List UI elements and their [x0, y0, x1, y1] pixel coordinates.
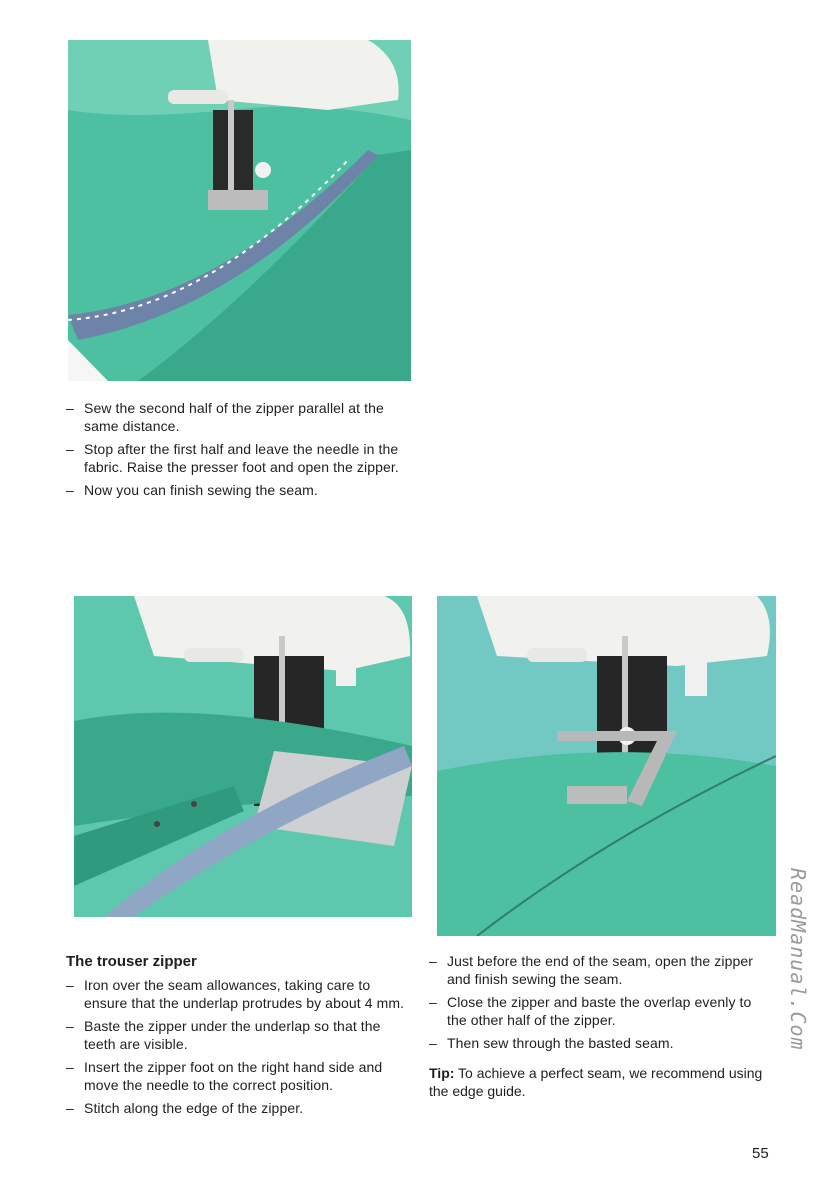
top-steps-list	[66, 400, 411, 506]
right-steps-list	[429, 953, 764, 1059]
list-item: – Close the zipper and baste the overlap evenly to the other half of the zipper.	[429, 994, 764, 1029]
tip-paragraph	[429, 1065, 764, 1100]
page-number: 55	[752, 1145, 769, 1162]
list-item: – Baste the zipper under the underlap so that the teeth are visible.	[66, 1018, 411, 1053]
photo-edge-guide-seam	[437, 596, 776, 936]
photo-trouser-zipper	[74, 596, 412, 917]
trouser-steps-list	[66, 977, 411, 1124]
list-item: – Stop after the first half and leave the needle in the fabric. Raise the presser foot and open the zipper.	[66, 441, 411, 476]
list-item: – Now you can finish sewing the seam.	[66, 482, 411, 500]
watermark-text: ReadManual.Com	[786, 868, 810, 1051]
tip-text: To achieve a perfect seam, we recommend using the edge guide.	[429, 1065, 763, 1099]
photo-zipper-second-half	[68, 40, 411, 381]
list-item: – Stitch along the edge of the zipper.	[66, 1100, 411, 1118]
trouser-zipper-heading: The trouser zipper	[66, 953, 197, 970]
list-item: – Insert the zipper foot on the right hand side and move the needle to the correct position.	[66, 1059, 411, 1094]
list-item: – Just before the end of the seam, open the zipper and finish sewing the seam.	[429, 953, 764, 988]
list-item: – Sew the second half of the zipper parallel at the same distance.	[66, 400, 411, 435]
tip-label: Tip:	[429, 1065, 455, 1081]
list-item: – Then sew through the basted seam.	[429, 1035, 764, 1053]
list-item: – Iron over the seam allowances, taking care to ensure that the underlap protrudes by about 4 mm.	[66, 977, 411, 1012]
